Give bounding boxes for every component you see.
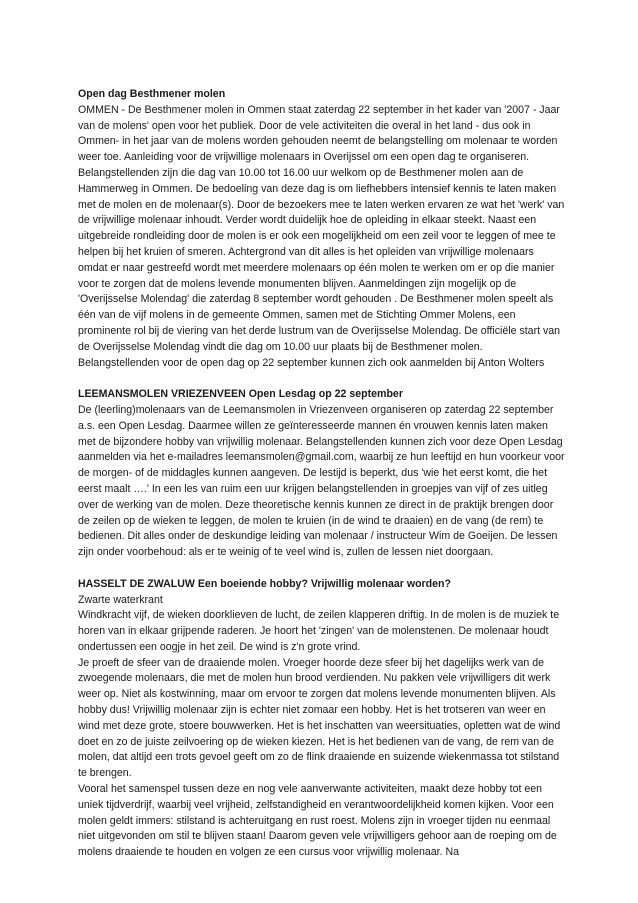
article-leemansmolen [78, 387, 565, 561]
document-page [78, 87, 565, 877]
article-open-dag-besthmener [78, 87, 565, 371]
article-paragraph: Vooral het samenspel tussen deze en nog vele aanverwante activiteiten, maakt deze hobby tot een uniek tijdverdrijf, waarbij veel vrijheid, zelfstandigheid en verantwoordelijkheid komen kijken. Voor een molen geldt immers: stilstand is achteruitgang en rust roest. Molens zijn in vroeger tijden nu eenmaal niet uitgevonden om stil te blijven staan! Daarom geven vele vrijwilligers gehoor aan de roeping om de molens draaiende te houden en volgen ze een cursus voor vrijwillig molenaar. Na [78, 783, 557, 859]
article-hasselt-de-zwaluw [78, 577, 565, 861]
article-paragraph: Windkracht vijf, de wieken doorklieven de lucht, de zeilen klapperen driftig. In de molen is de muziek te horen van in elkaar grijpende raderen. Je hoort het 'zingen' van de molenstenen. De molenaar houdt ondertussen een oogje in het zeil. De wind is z'n grote vrind. [78, 609, 560, 653]
article-title: HASSELT DE ZWALUW Een boeiende hobby? Vrijwillig molenaar worden? [78, 577, 451, 590]
article-paragraph: OMMEN - De Besthmener molen in Ommen staat zaterdag 22 september in het kader van '2007 - Jaar van de molens' open voor het publiek. Door de vele activiteiten die overal in het land - dus ook in Ommen- in het jaar van de molens worden gehouden neemt de belangstelling om molenaar te worden weer toe. Aanleiding voor de vrijwillige molenaars in Overijssel om een open dag te organiseren. Belangstellenden zijn die dag van 10.00 tot 16.00 uur welkom op de Besthmener molen aan de Hammerweg in Ommen. De bedoeling van deze dag is om liefhebbers intensief kennis te laten maken met de molen en de molenaar(s). Door de bezoekers mee te laten werken ervaren ze wat het 'werk' van de vrijwillige molenaar inhoudt. Verder wordt duidelijk hoe de opleiding in elkaar steekt. Naast een uitgebreide rondleiding door de molen is er ook een mogelijkheid om een zeil voor te leggen of mee te helpen bij het kruien of smeren. Achtergrond van dit alles is het opleiden van vrijwillige molenaars omdat er naar gestreefd wordt met meerdere molenaars op één molen te werken om er op die manier voor te zorgen dat de molens levende monumenten blijven. Aanmeldingen zijn mogelijk op de 'Overijsselse Molendag' die zaterdag 8 september wordt gehouden . De Besthmener molen speelt als één van de vijf molens in de gemeente Ommen, samen met de Stichting Ommer Molens, een prominente rol bij de viering van het derde lustrum van de Overijsselse Molendag. De officiële start van de Overijsselse Molendag vindt die dag om 10.00 uur plaats bij de Besthmener molen. Belangstellenden voor de open dag op 22 september kunnen zich ook aanmelden bij Anton Wolters [78, 103, 565, 369]
article-paragraph: Je proeft de sfeer van de draaiende molen. Vroeger hoorde deze sfeer bij het dagelijks werk van de zwoegende molenaars, die met de molen hun brood verdienden. Nu pakken vele vrijwilligers dit werk weer op. Niet als kostwinning, maar om ervoor te zorgen dat molens levende monumenten blijven. Als hobby dus! Vrijwillig molenaar zijn is echter niet zomaar een hobby. Het is het trotseren van weer en wind met deze grote, stoere bouwwerken. Het is het inschatten van weersituaties, opletten wat de wind doet en zo de juiste zeilvoering op de wieken kiezen. Het is het bedienen van de vang, de rem van de molen, dat altijd een trots gevoel geeft om zo de flink draaiende en suizende wiekenmassa tot stilstand te brengen. [78, 656, 561, 780]
article-title: LEEMANSMOLEN VRIEZENVEEN Open Lesdag op 22 september [78, 388, 403, 401]
article-title: Open dag Besthmener molen [78, 88, 226, 100]
article-paragraph: De (leerling)molenaars van de Leemansmolen in Vriezenveen organiseren op zaterdag 22 september a.s. een Open Lesdag. Daarmee willen ze geïnteresseerde mannen én vrouwen kennis laten maken met de bijzondere hobby van vrijwillig molenaar. Belangstellenden kunnen zich voor deze Open Lesdag aanmelden via het e-mailadres leemansmolen@gmail.com, waarbij ze hun leeftijd en hun voorkeur voor de morgen- of de middagles kunnen aangeven. De lestijd is beperkt, dus 'wie het eerst komt, die het eerst maalt ….' In een les van ruim een uur krijgen belangstellenden in groepjes van vijf of zes uitleg over de werking van de molen. Deze theoretische kennis kunnen ze direct in de praktijk brengen door de zeilen op de wieken te leggen, de molen te kruien (in de wind te draaien) en de vang (de rem) te bedienen. Dit alles onder de deskundige leiding van molenaar / instructeur Wim de Goeijen. De lessen zijn onder voorbehoud: als er te weinig of te veel wind is, zullen de lessen niet doorgaan. [78, 403, 565, 559]
article-source: Zwarte waterkrant [78, 593, 163, 606]
